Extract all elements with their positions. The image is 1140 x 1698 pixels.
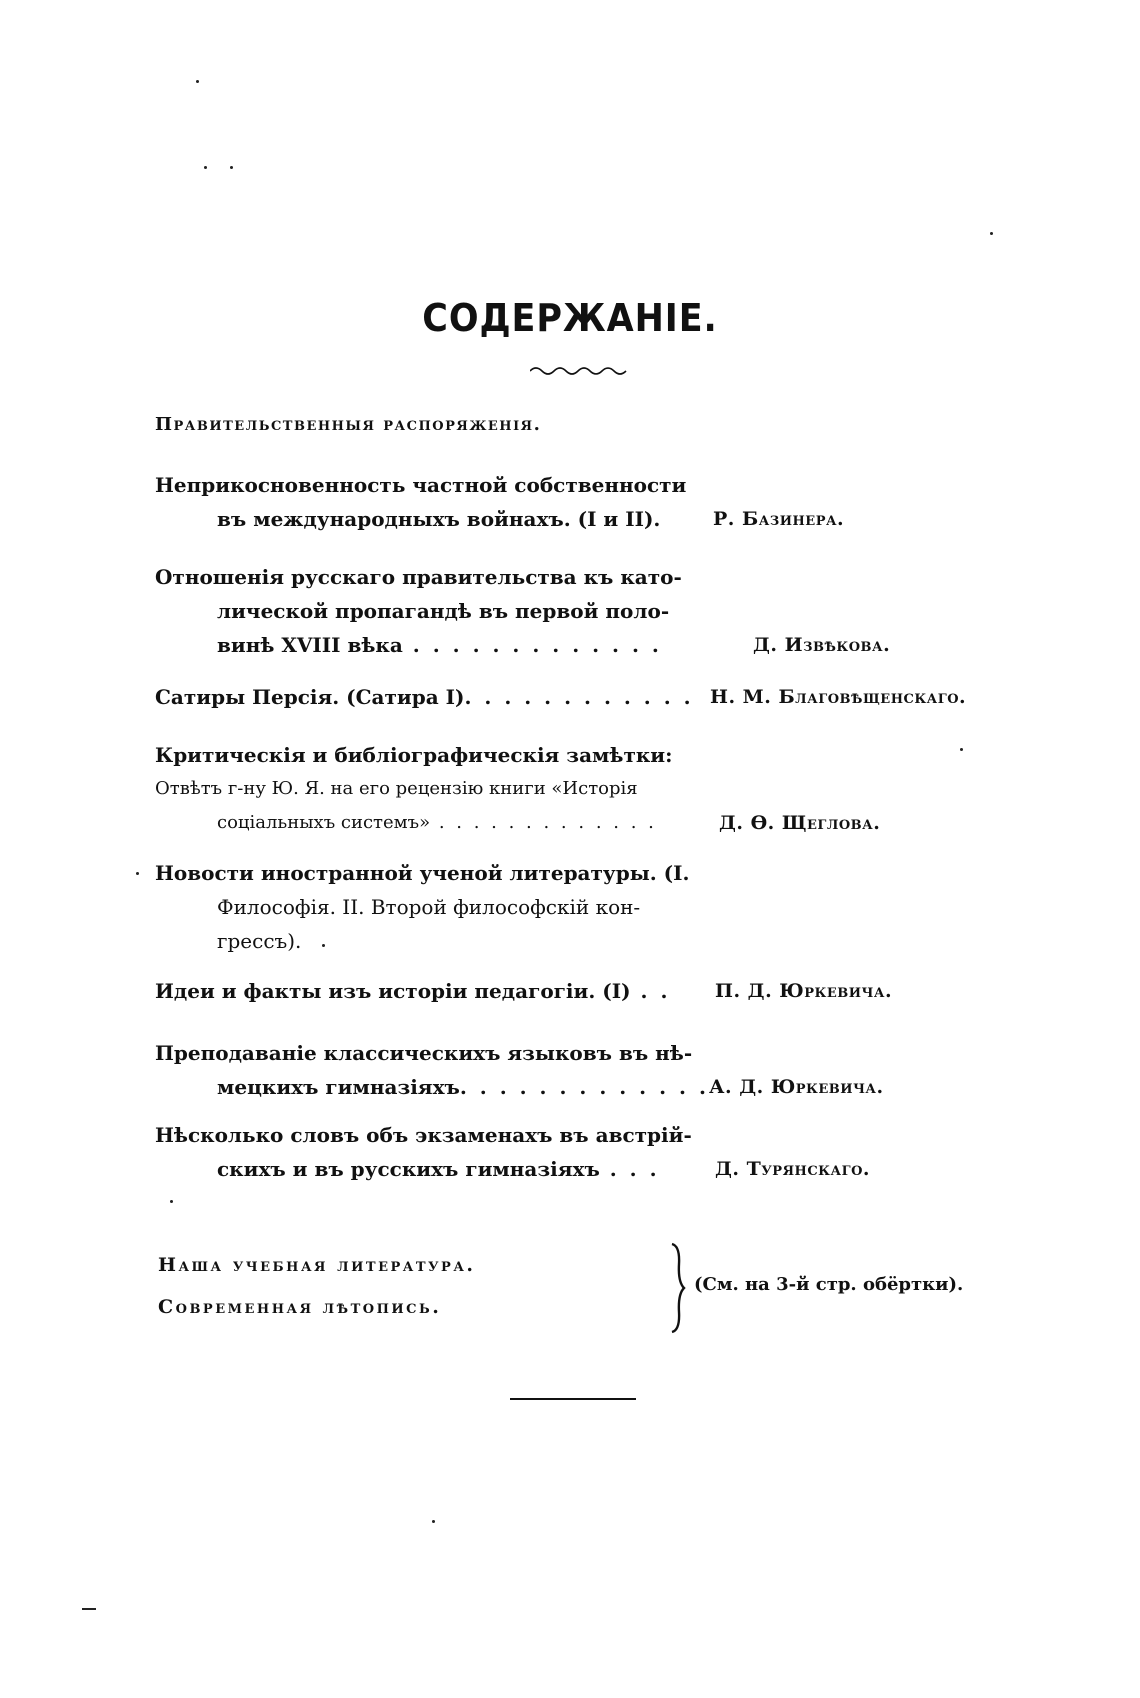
closing-rule: [510, 1398, 636, 1400]
print-speck: [960, 748, 963, 751]
leader-dots: . . . . . . . . . . . . .: [459, 1075, 709, 1099]
entry-author: Д. Ѳ. Щеглова.: [719, 812, 881, 834]
entry-title-line: [155, 1070, 995, 1104]
toc-entry: [155, 1118, 995, 1186]
curly-brace-icon: [668, 1242, 688, 1334]
toc-entry: [155, 680, 995, 714]
section-heading: Правительственныя распоряженія.: [155, 414, 542, 435]
entry-title-line: [155, 974, 995, 1008]
print-speck: [196, 80, 199, 83]
leader-dots: . . . . . . . . . . . .: [464, 685, 694, 709]
bottom-heading-2: Современная лѣтопись.: [158, 1296, 442, 1318]
toc-entry: [155, 856, 995, 958]
entry-title-text: скихъ и въ русскихъ гимназіяхъ: [217, 1157, 600, 1181]
leader-dots: . . . . . . . . . . . . .: [430, 812, 657, 833]
entry-author: А. Д. Юркевича.: [709, 1076, 884, 1098]
entry-title-text: Сатиры Персія. (Сатира I): [155, 685, 465, 709]
print-speck: [204, 166, 207, 169]
toc-entry: [155, 738, 995, 840]
print-speck: [990, 232, 993, 235]
entry-author: Р. Базинера.: [713, 508, 845, 530]
entry-title-line: [155, 680, 995, 714]
print-speck: [82, 1608, 96, 1610]
entry-title-line: Философія. II. Второй философскій кон-: [217, 895, 641, 919]
entry-title-line: [155, 628, 995, 662]
entry-title-line: Преподаваніе классическихъ языковъ въ нѣ-: [155, 1041, 693, 1065]
bottom-heading-1: Наша учебная литература.: [158, 1254, 476, 1276]
print-speck: [230, 166, 233, 169]
reference-note: (См. на 3-й стр. обёртки).: [694, 1274, 964, 1295]
leader-dots: . .: [630, 979, 671, 1003]
entry-title-line: [155, 806, 995, 840]
entry-author: Д. Турянскаго.: [715, 1158, 871, 1180]
entry-title-line: Нѣсколько словъ объ экзаменахъ въ австрій-: [155, 1123, 692, 1147]
toc-entry: [155, 560, 995, 662]
entry-title-text: Идеи и факты изъ исторіи педагогіи. (I): [155, 979, 631, 1003]
print-speck: [432, 1520, 435, 1523]
entry-title-line: Критическія и библіографическія замѣтки:: [155, 743, 673, 767]
toc-entry: [155, 468, 995, 536]
entry-title-line: Отношенія русскаго правительства къ като-: [155, 565, 682, 589]
entry-author: Н. М. Благовѣщенскаго.: [710, 686, 967, 708]
entry-title-line: Отвѣтъ г-ну Ю. Я. на его рецензію книги «Исторія: [155, 778, 638, 799]
print-speck: [136, 872, 139, 875]
print-speck: [322, 944, 325, 947]
page-title: СОДЕРЖАНІЕ.: [422, 296, 718, 340]
leader-dots: . . .: [599, 1157, 660, 1181]
entry-title-line: Новости иностранной ученой литературы. (I.: [155, 861, 690, 885]
leader-dots: . . . . . . . . . . . . .: [402, 633, 662, 657]
entry-title-line: Неприкосновенность частной собственности: [155, 473, 687, 497]
entry-title-text: соціальныхъ системъ»: [217, 812, 431, 833]
entry-title-line: грессъ).: [217, 929, 302, 953]
entry-title-text: мецкихъ гимназіяхъ: [217, 1075, 460, 1099]
entry-author: Д. Извѣкова.: [753, 634, 891, 656]
entry-title-text: въ международныхъ войнахъ. (I и II).: [217, 507, 661, 531]
entry-title-line: [155, 1152, 995, 1186]
toc-entry: [155, 974, 995, 1008]
entry-title-text: винѣ XVIII вѣка: [217, 633, 403, 657]
entry-title-line: [155, 502, 995, 536]
entry-author: П. Д. Юркевича.: [715, 980, 893, 1002]
print-speck: [170, 1200, 173, 1203]
toc-entry: [155, 1036, 995, 1104]
entry-title-line: лической пропагандѣ въ первой поло-: [217, 599, 670, 623]
decorative-wave: [530, 364, 630, 378]
